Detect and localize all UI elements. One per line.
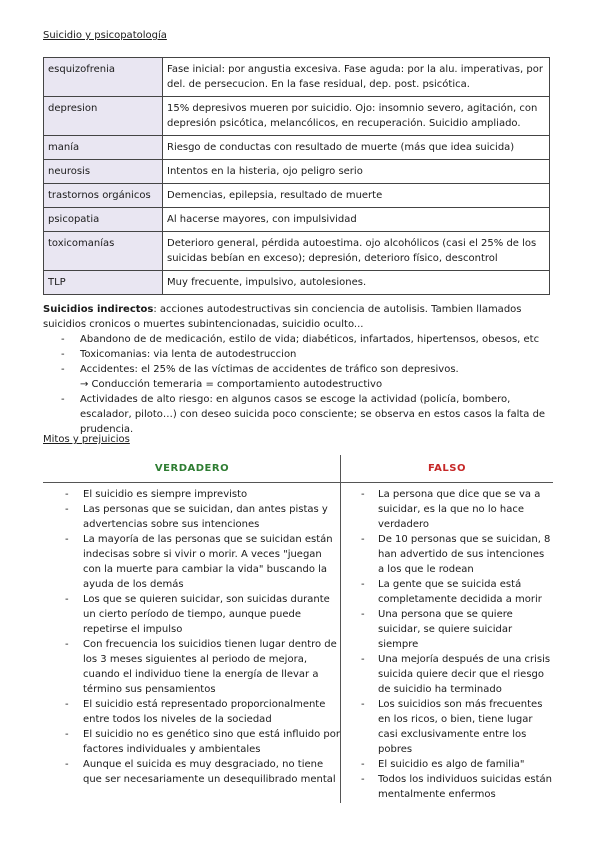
list-item: - El suicidio es siempre imprevisto bbox=[43, 487, 341, 502]
table-value: Al hacerse mayores, con impulsividad bbox=[163, 208, 550, 232]
list-item: - Toxicomanias: via lenta de autodestruccion bbox=[43, 347, 555, 362]
list-item-text: Accidentes: el 25% de las víctimas de accidentes de tráfico son depresivos. bbox=[80, 364, 459, 375]
table-row bbox=[44, 271, 550, 295]
table-value: Fase inicial: por angustia excesiva. Fase aguda: por la alu. imperativas, por del. de persecucion. En la fase residual, dep. post. psicótica. bbox=[163, 58, 550, 97]
indirect-paragraph bbox=[43, 302, 555, 332]
indirect-term: Suicidios indirectos bbox=[43, 304, 154, 315]
table-row bbox=[44, 160, 550, 184]
false-header: FALSO bbox=[428, 463, 466, 474]
list-item: - El suicidio es algo de familia" bbox=[341, 757, 553, 772]
list-item: - Las personas que se suicidan, dan antes pistas y advertencias sobre sus intenciones bbox=[43, 502, 341, 532]
psychopathology-table bbox=[43, 57, 550, 295]
table-key: TLP bbox=[44, 271, 163, 295]
list-item: - Los que se quieren suicidar, son suicidas durante un cierto período de tiempo, aunque puede repetirse el impulso bbox=[43, 592, 341, 637]
section-title: Suicidio y psicopatología bbox=[43, 30, 167, 41]
list-item bbox=[43, 362, 555, 392]
table-row bbox=[44, 208, 550, 232]
table-value: Demencias, epilepsia, resultado de muerte bbox=[163, 184, 550, 208]
list-item: - Actividades de alto riesgo: en algunos casos se escoge la actividad (policía, bombero, escalador, piloto…) con deseo suicida poco consciente; se observa en estos casos la falta de prudencia. bbox=[43, 392, 555, 437]
table-row bbox=[44, 232, 550, 271]
table-row bbox=[44, 97, 550, 136]
true-header: VERDADERO bbox=[154, 463, 230, 474]
table-value: Muy frecuente, impulsivo, autolesiones. bbox=[163, 271, 550, 295]
list-item: - Aunque el suicida es muy desgraciado, no tiene que ser necesariamente un desequilibrado mental bbox=[43, 757, 341, 787]
list-item: - Una persona que se quiere suicidar, se quiere suicidar siempre bbox=[341, 607, 553, 652]
table-value: Deterioro general, pérdida autoestima. ojo alcohólicos (casi el 25% de los suicidas bebían en exceso); depresión, deterioro físico, descontrol bbox=[163, 232, 550, 271]
sub-note: → Conducción temeraria = comportamiento autodestructivo bbox=[80, 379, 383, 390]
indirect-list bbox=[43, 332, 555, 437]
myths-title: Mitos y prejuicios bbox=[43, 434, 130, 445]
list-item: - Todos los individuos suicidas están mentalmente enfermos bbox=[341, 772, 553, 802]
list-item: - Una mejoría después de una crisis suicida quiere decir que el riesgo de suicidio ha terminado bbox=[341, 652, 553, 697]
myths-table bbox=[43, 455, 553, 802]
list-item: - La persona que dice que se va a suicidar, es la que no lo hace verdadero bbox=[341, 487, 553, 532]
myths-header bbox=[43, 455, 553, 483]
table-value: 15% depresivos mueren por suicidio. Ojo: insomnio severo, agitación, con depresión psicótica, melancólicos, en recuperación. Suicidio ampliado. bbox=[163, 97, 550, 136]
indirect-definition: : acciones autodestructivas sin conciencia de autolisis. Tambien llamados suicidios cronicos o muertes subintencionadas, suicidio oculto... bbox=[43, 304, 522, 330]
table-value: Riesgo de conductas con resultado de muerte (más que idea suicida) bbox=[163, 136, 550, 160]
table-row bbox=[44, 58, 550, 97]
table-value: Intentos en la histeria, ojo peligro serio bbox=[163, 160, 550, 184]
list-item: - Abandono de de medicación, estilo de vida; diabéticos, infartados, hipertensos, obesos, etc bbox=[43, 332, 555, 347]
table-key: depresion bbox=[44, 97, 163, 136]
list-item: - Con frecuencia los suicidios tienen lugar dentro de los 3 meses siguientes al periodo de mejora, cuando el individuo tiene la energía de llevar a término sus pensamientos bbox=[43, 637, 341, 697]
list-item: - De 10 personas que se suicidan, 8 han advertido de sus intenciones a los que le rodean bbox=[341, 532, 553, 577]
table-key: trastornos orgánicos bbox=[44, 184, 163, 208]
table-key: manía bbox=[44, 136, 163, 160]
table-key: esquizofrenia bbox=[44, 58, 163, 97]
list-item: - La gente que se suicida está completamente decidida a morir bbox=[341, 577, 553, 607]
table-key: psicopatia bbox=[44, 208, 163, 232]
list-item: - El suicidio está representado proporcionalmente entre todos los niveles de la sociedad bbox=[43, 697, 341, 727]
list-item: - Los suicidios son más frecuentes en los ricos, o bien, tiene lugar casi exclusivamente entre los pobres bbox=[341, 697, 553, 757]
table-row bbox=[44, 184, 550, 208]
true-list bbox=[43, 487, 341, 802]
table-key: neurosis bbox=[44, 160, 163, 184]
list-item: - La mayoría de las personas que se suicidan están indecisas sobre si vivir o morir. A veces "juegan con la muerte para cambiar la vida" buscando la ayuda de los demás bbox=[43, 532, 341, 592]
list-item: - El suicidio no es genético sino que está influido por factores individuales y ambientales bbox=[43, 727, 341, 757]
table-key: toxicomanías bbox=[44, 232, 163, 271]
indirect-suicides-section bbox=[43, 302, 555, 437]
table-row bbox=[44, 136, 550, 160]
false-list bbox=[341, 487, 553, 802]
